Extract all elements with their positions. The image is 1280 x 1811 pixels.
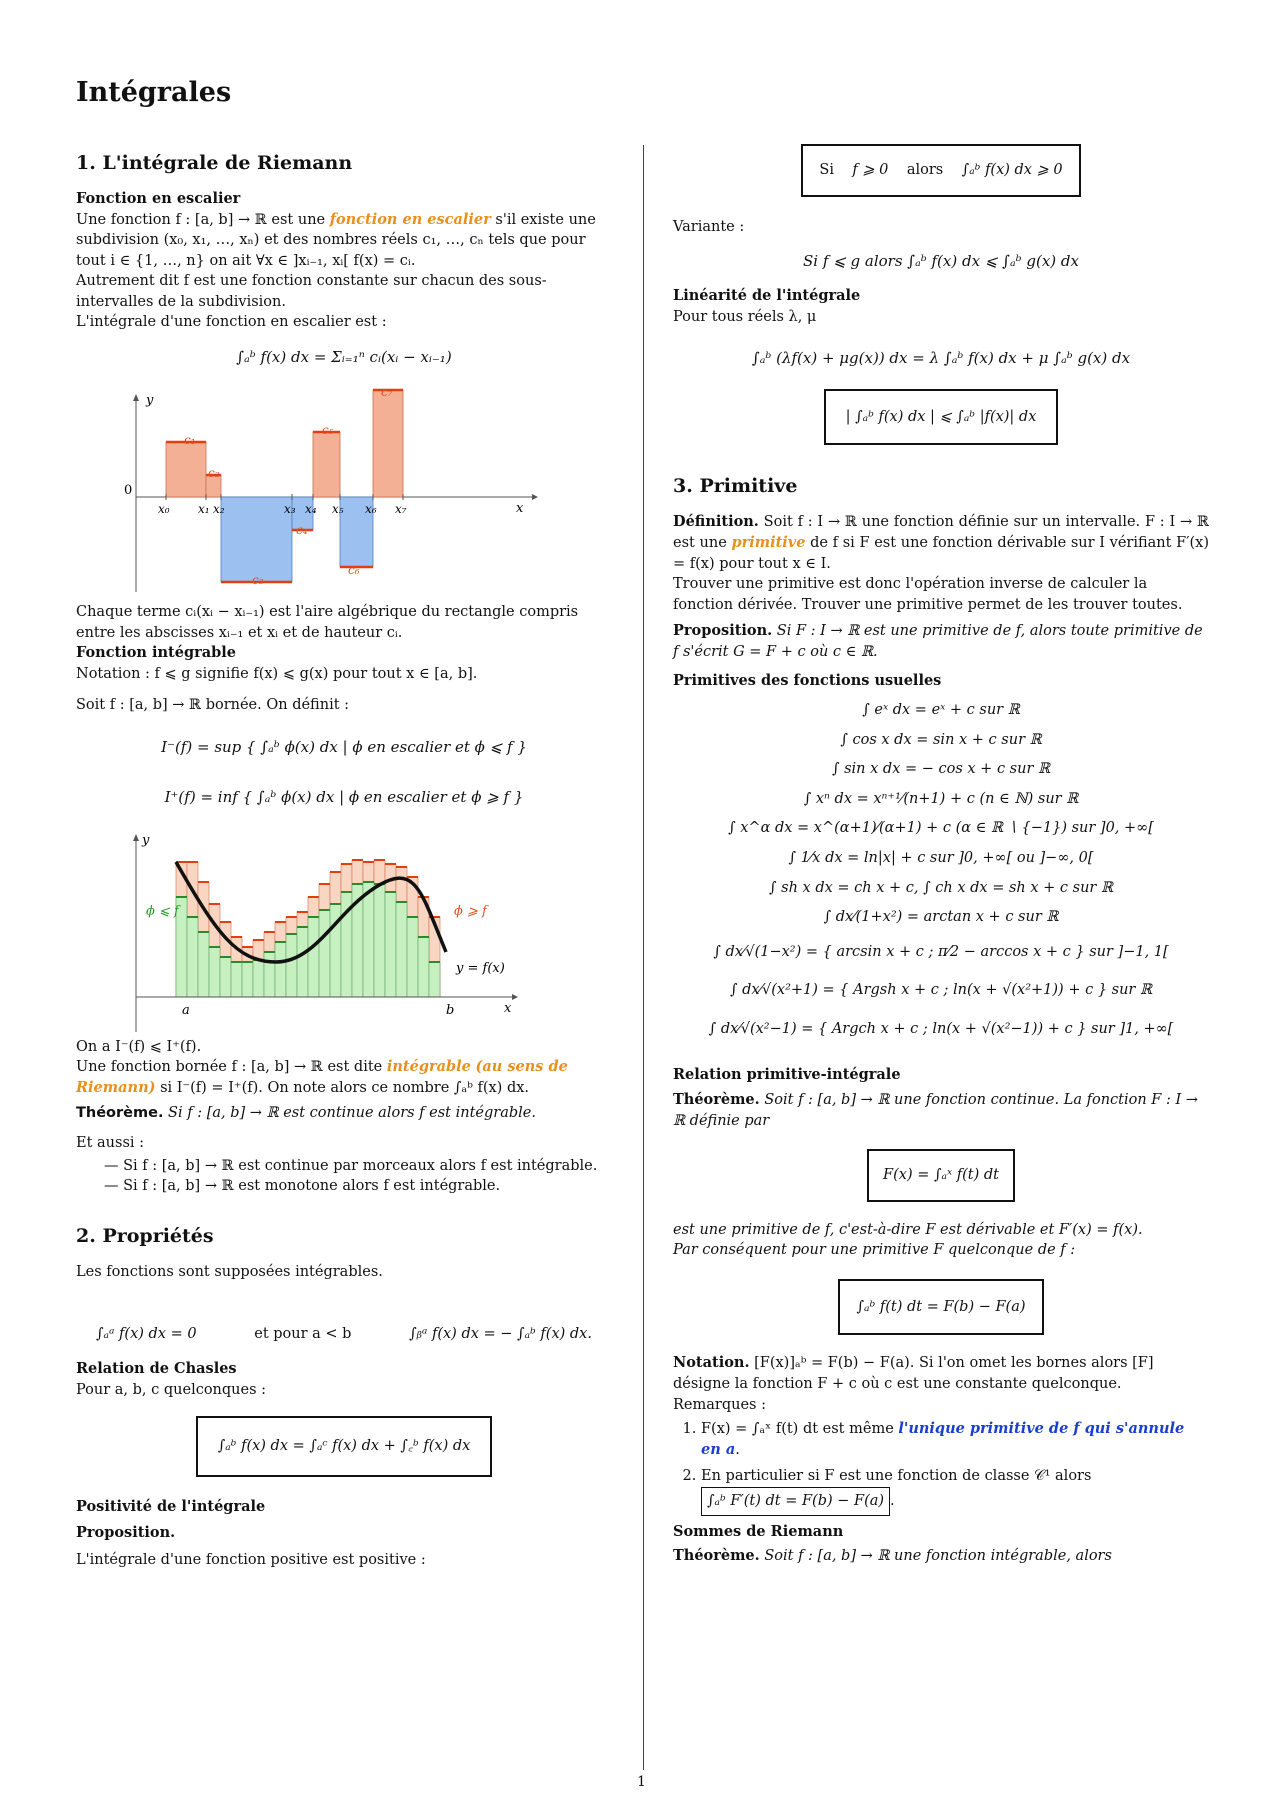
tick-label-x0: x₀: [158, 502, 170, 517]
pos-alors: alors: [906, 162, 944, 178]
reverse-bounds-formula: [96, 1324, 592, 1345]
lower-step-bar: [209, 947, 220, 997]
list-item: [701, 1419, 1209, 1460]
lower-step-bar: [418, 937, 429, 997]
escalier-def-part1: Une fonction f : [a, b] → ℝ est une: [76, 211, 330, 228]
linearity-heading: Linéarité de l'intégrale: [673, 287, 861, 305]
theorem-label-3: Théorème.: [673, 1547, 760, 1565]
usuelles-list: [673, 700, 1209, 1039]
rem1-part2: .: [735, 1441, 740, 1458]
lower-step-bar: [319, 910, 330, 997]
positivity-heading: Positivité de l'intégrale: [76, 1497, 266, 1515]
linearity-paragraph: Pour tous réels λ, μ: [673, 309, 817, 326]
escalier-paragraph-3: L'intégrale d'une fonction en escalier est :: [76, 314, 387, 331]
borne-part1: Une fonction bornée f : [a, b] → ℝ est dite: [76, 1059, 387, 1076]
unique-primitive-term: l'unique primitive de f qui s'annule en a: [701, 1420, 1185, 1458]
borne-paragraph: [76, 1057, 612, 1098]
theorem-text-2: Soit f : [a, b] → ℝ une fonction continue. La fonction F : I → ℝ définie par: [673, 1092, 1198, 1129]
theorem-continuation: est une primitive de f, c'est-à-dire F est dérivable et F′(x) = f(x).: [673, 1221, 1143, 1238]
rem2-boxed-formula: ∫ₐᵇ F′(t) dt = F(b) − F(a): [701, 1487, 890, 1516]
chasles-paragraph: Pour a, b, c quelconques :: [76, 1381, 267, 1398]
continuity-theorem: [76, 1103, 612, 1124]
list-item: — Si f : [a, b] → ℝ est monotone alors f est intégrable.: [104, 1176, 612, 1197]
primitive-formula: ∫ cos x dx = sin x + c sur ℝ: [840, 731, 1042, 748]
lower-step-bar: [275, 942, 286, 997]
rem1-part1: F(x) = ∫ₐˣ f(t) dt est même: [701, 1421, 899, 1438]
lower-step-bar: [297, 927, 308, 997]
chart1-zero-label: 0: [124, 483, 133, 499]
step-rect-c1: [166, 442, 206, 497]
step-label-c4: c₄: [296, 523, 308, 538]
primitive-formula: ∫ 1⁄x dx = ln|x| + c sur ]0, +∞[ ou ]−∞, 0[: [788, 849, 1094, 866]
chart2-y-label: y: [142, 832, 150, 848]
step-label-c3: c₃: [252, 573, 264, 588]
remarques-list: [673, 1419, 1209, 1515]
primitive-paragraph-2: Trouver une primitive est donc l'opération inverse de calculer la fonction dérivée. Trouver une primitive permet de les trouver toutes.: [673, 576, 1183, 613]
integrable-term: intégrable: [386, 1058, 471, 1076]
theorem-continuation-2: Par conséquent pour une primitive F quelconque de f :: [673, 1242, 1076, 1259]
step-rect-c3: [221, 497, 292, 582]
chart2-x-label: x: [504, 1000, 512, 1016]
primitive-formula: ∫ xⁿ dx = xⁿ⁺¹⁄(n+1) + c (n ∈ ℕ) sur ℝ: [803, 790, 1079, 807]
lower-step-bar: [374, 884, 385, 997]
soit-paragraph: Soit f : [a, b] → ℝ bornée. On définit :: [76, 696, 350, 713]
def-part1: Soit f : I → ℝ une fonction définie sur un intervalle. F : I → ℝ est une: [673, 514, 1209, 552]
positivity-formula: [801, 144, 1080, 197]
lower-step-bar: [308, 917, 319, 997]
primitive-definition: [673, 512, 1209, 574]
i-minus-formula: I⁻(f) = sup { ∫ₐᵇ ϕ(x) dx | ϕ en escalier et ϕ ⩽ f }: [161, 738, 527, 757]
eq-mid: et pour a < b: [254, 1326, 352, 1343]
positivity-paragraph: L'intégrale d'une fonction positive est positive :: [76, 1551, 426, 1568]
chart2-phi-le-label: ϕ ⩽ f: [146, 903, 179, 919]
relation-theorem: [673, 1090, 1209, 1131]
chasles-heading: Relation de Chasles: [76, 1359, 237, 1377]
escalier-term: fonction en escalier: [329, 210, 491, 228]
F-definition-formula: F(x) = ∫ₐˣ f(t) dt: [867, 1149, 1015, 1202]
tick-label-x1: x₁: [198, 502, 210, 517]
remarques-label: Remarques :: [673, 1396, 766, 1413]
step-function-chart: [76, 382, 612, 602]
lower-step-bar: [253, 960, 264, 997]
lower-step-bar: [363, 882, 374, 997]
tick-label-x6: x₆: [365, 502, 377, 517]
lower-step-bar: [187, 917, 198, 997]
rem2-part2: .: [890, 1492, 895, 1509]
primitive-term: primitive: [731, 534, 806, 552]
left-column: [76, 140, 612, 1570]
escalier-paragraph-2: Autrement dit f est une fonction constante sur chacun des sous-intervalles de la subdivision.: [76, 273, 547, 310]
tick-label-x5: x₅: [332, 502, 344, 517]
sommes-theorem: [673, 1546, 1209, 1567]
i-plus-formula: I⁺(f) = inf { ∫ₐᵇ ϕ(x) dx | ϕ en escalier et ϕ ⩾ f }: [164, 787, 524, 806]
page-number: 1: [637, 1774, 646, 1790]
lower-step-bar: [407, 917, 418, 997]
chart2-curve-label: y = f(x): [456, 960, 505, 976]
chart2-a-label: a: [182, 1002, 190, 1018]
step-label-c6: c₆: [348, 563, 360, 578]
lower-step-bar: [231, 962, 242, 997]
proposition-text: Si F : I → ℝ est une primitive de f, alors toute primitive de f s'écrit G = F + c où c ∈ ℝ.: [673, 623, 1203, 660]
primitive-formula: ∫ dx⁄√(1−x²) = { arcsin x + c ; π⁄2 − arccos x + c } sur ]−1, 1[: [713, 943, 1169, 960]
pos-cond: f ⩾ 0: [852, 162, 889, 178]
abs-inequality-formula: | ∫ₐᵇ f(x) dx | ⩽ ∫ₐᵇ |f(x)| dx: [824, 389, 1059, 446]
def-part2: de f si F est une fonction dérivable sur I vérifiant F′(x) = f(x) pour tout x ∈ I.: [673, 535, 1209, 572]
tick-label-x4: x₄: [305, 502, 317, 517]
eq-reverse: ∫ᵦᵃ f(x) dx = − ∫ₐᵇ f(x) dx.: [409, 1326, 592, 1343]
escalier-definition: [76, 210, 612, 272]
step-rect-c5: [313, 432, 340, 497]
right-column: [673, 140, 1209, 1567]
chasles-formula: ∫ₐᵇ f(x) dx = ∫ₐᶜ f(x) dx + ∫꜀ᵇ f(x) dx: [196, 1416, 493, 1477]
step-label-c7: c₇: [381, 385, 393, 400]
primitive-formula: ∫ sin x dx = − cos x + c sur ℝ: [831, 761, 1051, 778]
fundamental-formula: ∫ₐᵇ f(t) dt = F(b) − F(a): [838, 1279, 1043, 1336]
primitive-formula: ∫ x^α dx = x^(α+1)⁄(α+1) + c (α ∈ ℝ ∖ {−1}) sur ]0, +∞[: [728, 820, 1154, 837]
theorem-text: Si f : [a, b] → ℝ est continue alors f est intégrable.: [163, 1104, 536, 1121]
escalier-formula: ∫ₐᵇ f(x) dx = Σᵢ₌₁ⁿ cᵢ(xᵢ − xᵢ₋₁): [236, 348, 452, 367]
primitive-formula: ∫ dx⁄√(x²+1) = { Argsh x + c ; ln(x + √(x²+1)) + c } sur ℝ: [729, 982, 1153, 999]
proposition-label-2: Proposition.: [673, 622, 773, 640]
integrable-heading: Fonction intégrable: [76, 644, 237, 662]
primitive-formula: ∫ sh x dx = ch x + c, ∫ ch x dx = sh x + c sur ℝ: [769, 879, 1113, 896]
aussi-paragraph: Et aussi :: [76, 1135, 145, 1152]
column-divider: [643, 145, 644, 1770]
section-2-heading: 2. Propriétés: [76, 1224, 214, 1247]
usuelles-heading: Primitives des fonctions usuelles: [673, 671, 942, 689]
pos-result: ∫ₐᵇ f(x) dx ⩾ 0: [961, 162, 1063, 178]
list-item: — Si f : [a, b] → ℝ est continue par morceaux alors f est intégrable.: [104, 1156, 612, 1177]
list-item: [701, 1466, 1209, 1515]
primitive-formula: ∫ eˣ dx = eˣ + c sur ℝ: [862, 702, 1020, 719]
eq-zero: ∫ₐᵃ f(x) dx = 0: [96, 1326, 197, 1343]
lower-step-bar: [220, 957, 231, 997]
definition-label: Définition.: [673, 513, 759, 531]
notation-bracket: [673, 1353, 1209, 1394]
step-label-c5: c₅: [322, 423, 334, 438]
step-rect-c7: [373, 390, 403, 497]
section-1-heading: 1. L'intégrale de Riemann: [76, 152, 353, 174]
step-label-c2: c₂: [208, 466, 220, 481]
proposition-label: Proposition.: [76, 1524, 176, 1542]
chart2-phi-ge-label: ϕ ⩾ f: [454, 903, 487, 919]
borne-part2: si I⁻(f) = I⁺(f). On note alors ce nombre ∫ₐᵇ f(x) dx.: [155, 1079, 530, 1096]
primitive-formula: ∫ dx⁄√(x²−1) = { Argch x + c ; ln(x + √(x²−1)) + c } sur ]1, +∞[: [708, 1020, 1174, 1037]
chart2-b-label: b: [446, 1002, 455, 1018]
tick-label-x3: x₃: [284, 502, 296, 517]
lower-step-bar: [286, 934, 297, 997]
linearity-formula: ∫ₐᵇ (λf(x) + μg(x)) dx = λ ∫ₐᵇ f(x) dx + μ ∫ₐᵇ g(x) dx: [751, 348, 1131, 367]
theorem-label: Théorème.: [76, 1104, 164, 1121]
chart1-y-label: y: [146, 393, 154, 409]
page-title: Intégrales: [76, 77, 232, 108]
lower-step-bar: [264, 952, 275, 997]
sommes-heading: Sommes de Riemann: [673, 1522, 844, 1540]
rem2-part1: En particulier si F est une fonction de classe 𝒞¹ alors: [701, 1468, 1092, 1485]
primitive-proposition: [673, 621, 1209, 662]
chart1-x-label: x: [516, 501, 524, 517]
relation-heading: Relation primitive-intégrale: [673, 1066, 901, 1084]
lower-step-bar: [396, 902, 407, 997]
variante-label: Variante :: [673, 218, 745, 235]
tick-label-x7: x₇: [395, 502, 407, 517]
lower-step-bar: [385, 892, 396, 997]
notation-text: [F(x)]ₐᵇ = F(b) − F(a). Si l'on omet les bornes alors [F] désigne la fonction F + c où c est une constante quelconque.: [673, 1355, 1154, 1393]
lower-step-bar: [198, 932, 209, 997]
escalier-heading: Fonction en escalier: [76, 189, 241, 207]
escalier-def-part2: s'il existe une subdivision (x₀, x₁, …, xₙ) et des nombres réels c₁, …, cₙ tels que pour tout i ∈ {1, …, n} on ait ∀x ∈ ]xᵢ₋₁, xᵢ[ f(x) = cᵢ.: [76, 211, 596, 269]
section-3-heading: 3. Primitive: [673, 475, 798, 498]
pos-si: Si: [819, 162, 834, 178]
tick-label-x2: x₂: [213, 502, 225, 517]
aussi-list: [76, 1156, 612, 1197]
notation-label: Notation.: [673, 1354, 750, 1372]
sommes-text: Soit f : [a, b] → ℝ une fonction intégrable, alors: [759, 1548, 1112, 1565]
section-2-intro: Les fonctions sont supposées intégrables.: [76, 1263, 383, 1280]
notation-paragraph: Notation : f ⩽ g signifie f(x) ⩽ g(x) pour tout x ∈ [a, b].: [76, 666, 478, 683]
theorem-label-2: Théorème.: [673, 1091, 760, 1109]
darboux-chart: [76, 822, 612, 1037]
riemann-term: (au sens de Riemann): [76, 1058, 568, 1096]
aire-paragraph: Chaque terme cᵢ(xᵢ − xᵢ₋₁) est l'aire algébrique du rectangle compris entre les abscisses xᵢ₋₁ et xᵢ et de hauteur cᵢ.: [76, 604, 579, 641]
step-label-c1: c₁: [184, 433, 196, 448]
variante-formula: Si f ⩽ g alors ∫ₐᵇ f(x) dx ⩽ ∫ₐᵇ g(x) dx: [803, 252, 1079, 271]
primitive-formula: ∫ dx⁄(1+x²) = arctan x + c sur ℝ: [823, 909, 1059, 926]
lower-step-bar: [429, 962, 440, 997]
lower-step-bar: [242, 962, 253, 997]
ona-paragraph: On a I⁻(f) ⩽ I⁺(f).: [76, 1038, 202, 1055]
